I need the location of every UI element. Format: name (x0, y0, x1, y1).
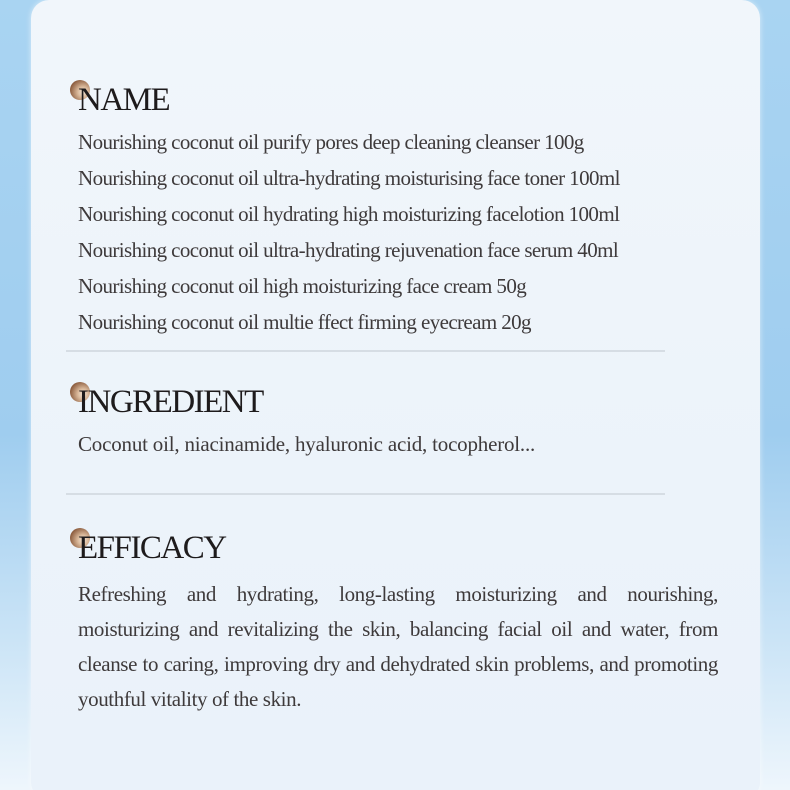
list-item: Nourishing coconut oil high moisturizing face cream 50g (78, 274, 527, 298)
ingredient-text: Coconut oil, niacinamide, hyaluronic acid, tocopherol... (78, 432, 536, 456)
efficacy-title: EFFICACY (78, 530, 226, 566)
list-item: Nourishing coconut oil hydrating high moisturizing facelotion 100ml (78, 202, 620, 226)
product-name-list (78, 124, 728, 340)
ingredient-title: INGREDIENT (78, 384, 263, 420)
section-divider (66, 350, 665, 352)
list-item: Nourishing coconut oil ultra-hydrating moisturising face toner 100ml (78, 166, 620, 190)
ingredient-heading (78, 382, 728, 422)
ingredient-section (78, 382, 728, 462)
name-heading (78, 80, 728, 120)
efficacy-section (78, 528, 728, 717)
section-divider (66, 493, 665, 495)
name-title: NAME (78, 82, 170, 118)
list-item: Nourishing coconut oil multie ffect firming eyecream 20g (78, 310, 531, 334)
efficacy-heading (78, 528, 728, 568)
efficacy-text: Refreshing and hydrating, long-lasting moisturizing and nourishing, moisturizing and revitalizing the skin, balancing facial oil and water, from cleanse to caring, improving dry and dehydrated skin problems, and promoting youthful vitality of the skin. (78, 582, 718, 711)
list-item: Nourishing coconut oil purify pores deep cleaning cleanser 100g (78, 130, 584, 154)
name-section (78, 80, 728, 340)
list-item: Nourishing coconut oil ultra-hydrating rejuvenation face serum 40ml (78, 238, 619, 262)
